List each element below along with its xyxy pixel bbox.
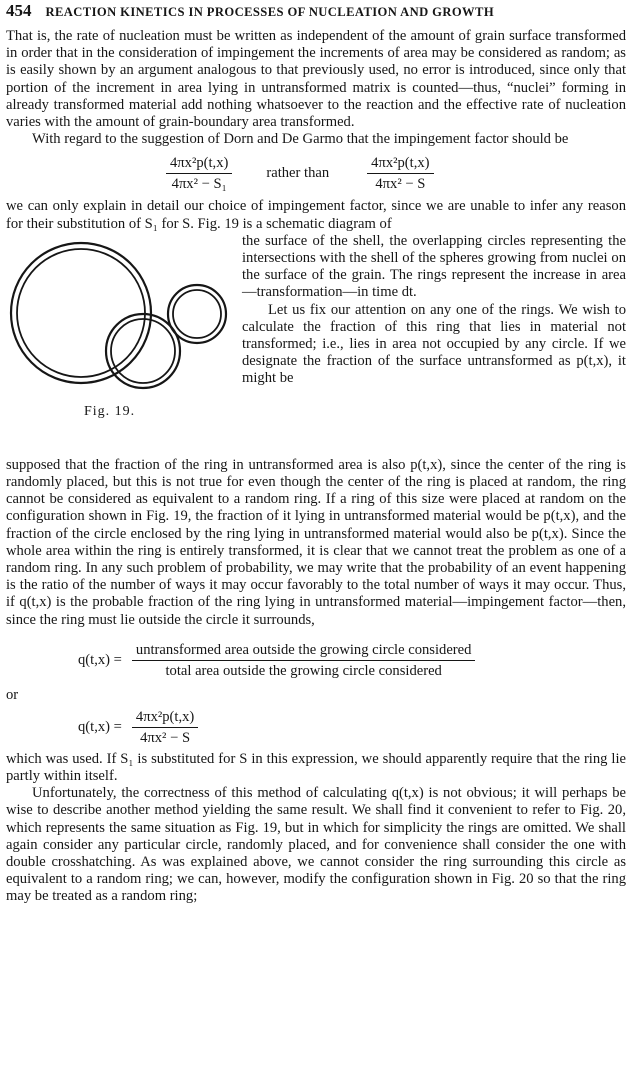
fraction-denominator: 4πx² − S₁	[171, 175, 227, 192]
figure-block	[6, 233, 626, 457]
fraction-denominator: total area outside the growing circle considered	[165, 663, 442, 680]
running-header	[6, 2, 626, 24]
running-title: REACTION KINETICS IN PROCESSES OF NUCLEATION AND GROWTH	[45, 5, 495, 19]
connector-or: or	[6, 686, 19, 703]
paragraph-3: we can only explain in detail our choice of impingement factor, since we are unable to infer any reason for their substitution of S₁ for S. Fig. 19 is a schematic diagram of	[6, 198, 626, 232]
fraction-denominator: 4πx² − S	[375, 175, 426, 192]
fraction-numerator: 4πx²p(t,x)	[367, 154, 433, 174]
figure-wrap-text-2: Let us fix our attention on any one of the rings. We wish to calculate the fraction of this ring that lies in material not transformed; i.e., lies in area not occupied by any circle. If we designate the fraction of the surface untransformed as p(t,x), it might be	[242, 301, 626, 387]
fraction-numerator: 4πx²p(t,x)	[132, 708, 198, 728]
figure-wrap-text-1: the surface of the shell, the overlapping circles representing the intersections with the shell of the spheres growing from nuclei on the surface of the grain. The rings represent the increase in area—transformation—in time dt.	[242, 232, 626, 301]
equation-q-definition	[6, 635, 626, 687]
paragraph-1: That is, the rate of nucleation must be written as independent of the amount of grain surface transformed in order that in the consideration of impingement the increments of area may be considered as random; as is easily shown by an argument analogous to that previously used, no error is introduced, since only that portion of the increment in area lying in untransformed matrix is counted—thus, “nuclei” forming in already transformed material add nothing whatsoever to the reaction and the effective rate of nucleation varies with the amount of grain-boundary area transformed.	[6, 28, 626, 131]
fraction-formula	[132, 708, 198, 747]
fraction-word	[132, 641, 476, 680]
fraction-s1	[166, 154, 232, 193]
fraction-s	[367, 154, 433, 193]
fraction-numerator: untransformed area outside the growing circle considered	[132, 641, 476, 661]
figure-caption: Fig. 19.	[84, 403, 136, 419]
equation-lhs: q(t,x) =	[78, 652, 122, 669]
small-circle-outer	[168, 285, 226, 343]
paragraph-4: supposed that the fraction of the ring in untransformed area is also p(t,x), since the center of the ring is randomly placed, but this is not true for even though the center of the ring is placed at random, the ring cannot be considered as equivalent to a random ring. If a ring of this size were placed at random on the configuration shown in Fig. 19, the fraction of it lying in untransformed material would be p(t,x), and the fraction of the circle enclosed by the ring lying in untransformed material would also be p(t,x). Since the whole area within the ring is entirely transformed, it is clear that we cannot treat the problem as one of a random ring. In any such problem of probability, we may write that the probability of an event happening is the ratio of the number of ways it may occur favorably to the total number of ways it may occur. Thus, if q(t,x) is the probable fraction of the ring lying in untransformed material—impingement factor—then, since the ring must lie outside the circle it surrounds,	[6, 456, 626, 628]
paragraph-6: Unfortunately, the correctness of this method of calculating q(t,x) is not obvious; it will perhaps be wise to describe another method yielding the same result. We shall find it convenient to refer to Fig. 20, which represents the same situation as Fig. 19, but in which for simplicity the rings are omitted. We shall again consider any particular circle, randomly placed, and for convenience shall consider the one with double crosshatching. As was explained above, we cannot consider the ring surrounding this circle as equivalent to a random ring; we can, however, modify the configuration shown in Fig. 20 so that the ring may be treated as a random ring;	[6, 785, 626, 905]
paragraph-2: With regard to the suggestion of Dorn and De Garmo that the impingement factor should be	[32, 131, 569, 148]
figure-19-diagram	[6, 233, 238, 403]
page-number: 454	[6, 1, 32, 20]
equation-connector: rather than	[266, 164, 330, 181]
large-circle-outer	[11, 243, 151, 383]
equation-impingement-comparison	[6, 150, 626, 196]
paragraph-5: which was used. If S₁ is substituted for S in this expression, we should apparently require that the ring lie partly within itself.	[6, 750, 626, 785]
equation-q-formula	[78, 705, 626, 751]
fraction-numerator: 4πx²p(t,x)	[166, 154, 232, 174]
fraction-denominator: 4πx² − S	[140, 730, 191, 747]
small-circle-inner	[173, 290, 221, 338]
figure-19	[6, 233, 238, 457]
large-circle-inner	[17, 249, 145, 377]
equation-lhs: q(t,x) =	[78, 719, 122, 736]
